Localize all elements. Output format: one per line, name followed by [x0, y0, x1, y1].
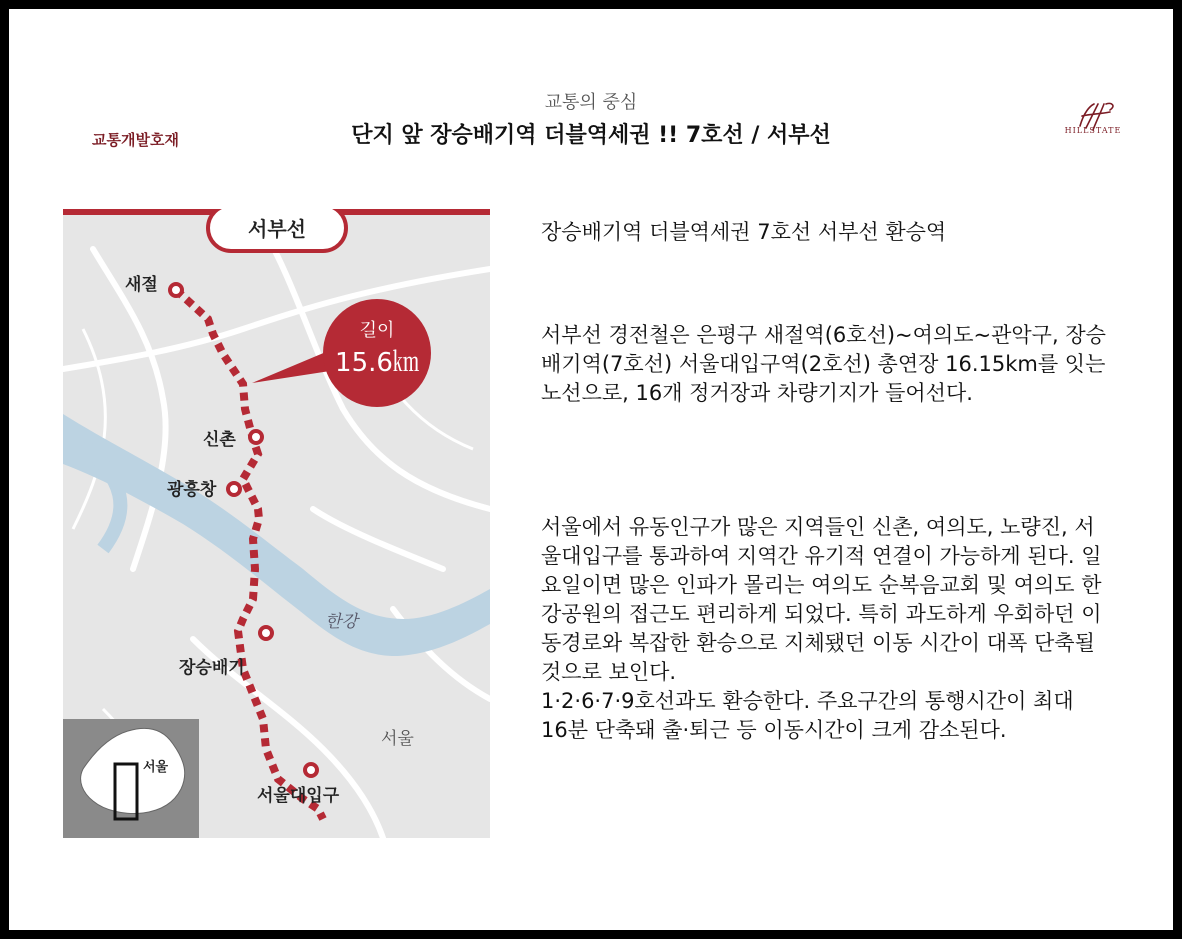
body-paragraph-3-text: 1·2·6·7·9호선과도 환승한다. 주요구간의 통행시간이 최대 16분 단축돼 출·퇴근 등 이동시간이 크게 감소된다.: [541, 689, 1074, 742]
station-marker-jangseungbaegi: [260, 627, 272, 639]
page-title: 단지 앞 장승배기역 더블역세권 !! 7호선 / 서부선: [351, 123, 831, 148]
station-marker-saejeol: [170, 284, 182, 296]
station-label-saejeol: 새절: [125, 275, 158, 295]
station-label-jangseungbaegi: 장승배기: [179, 658, 245, 678]
body-paragraph-2-text: 서울에서 유동인구가 많은 지역들인 신촌, 여의도, 노량진, 서울대입구를 통과하여 지역간 유기적 연결이 가능하게 된다. 일요일이면 많은 인파가 몰리는 여의도 순복음교회 및 여의도 한강공원의 접근도 편리하게 되었다. 특히 과도하게 우회하던 이동경로와 복잡한 환승으로 지체됐던 이동 시간이 대폭 단축될 것으로 보인다.: [541, 515, 1102, 684]
section-label: 교통개발호재: [92, 131, 179, 149]
district-label: 서울: [381, 729, 414, 749]
body-paragraph-1: 서부선 경전철은 은평구 새절역(6호선)~여의도~관악구, 장승배기역(7호선) 서울대입구역(2호선) 총연장 16.15km를 잇는 노선으로, 16개 정거장과 차량기지가 들어선다.: [541, 323, 1106, 405]
station-label-seouldaeipgu: 서울대입구: [257, 786, 340, 806]
station-marker-seouldaeipgu: [305, 764, 317, 776]
logo-text: HILLSTATE: [1064, 126, 1122, 135]
length-label: 길이: [359, 320, 395, 341]
body-paragraph-2: [541, 513, 1106, 745]
station-label-sinchon: 신촌: [203, 430, 236, 450]
station-label-gwangheungchang: 광흥창: [167, 480, 217, 500]
station-marker-gwangheungchang: [228, 483, 240, 495]
inset-label: 서울: [143, 760, 169, 775]
page-subtitle: 교통의 중심: [544, 92, 638, 113]
length-value: 15.6㎞: [335, 348, 419, 378]
station-marker-sinchon: [250, 431, 262, 443]
body-heading: 장승배기역 더블역세권 7호선 서부선 환승역: [541, 220, 947, 244]
line-name: 서부선: [248, 217, 306, 241]
river-label: 한강: [325, 612, 358, 632]
seobu-line-map: [63, 209, 490, 838]
